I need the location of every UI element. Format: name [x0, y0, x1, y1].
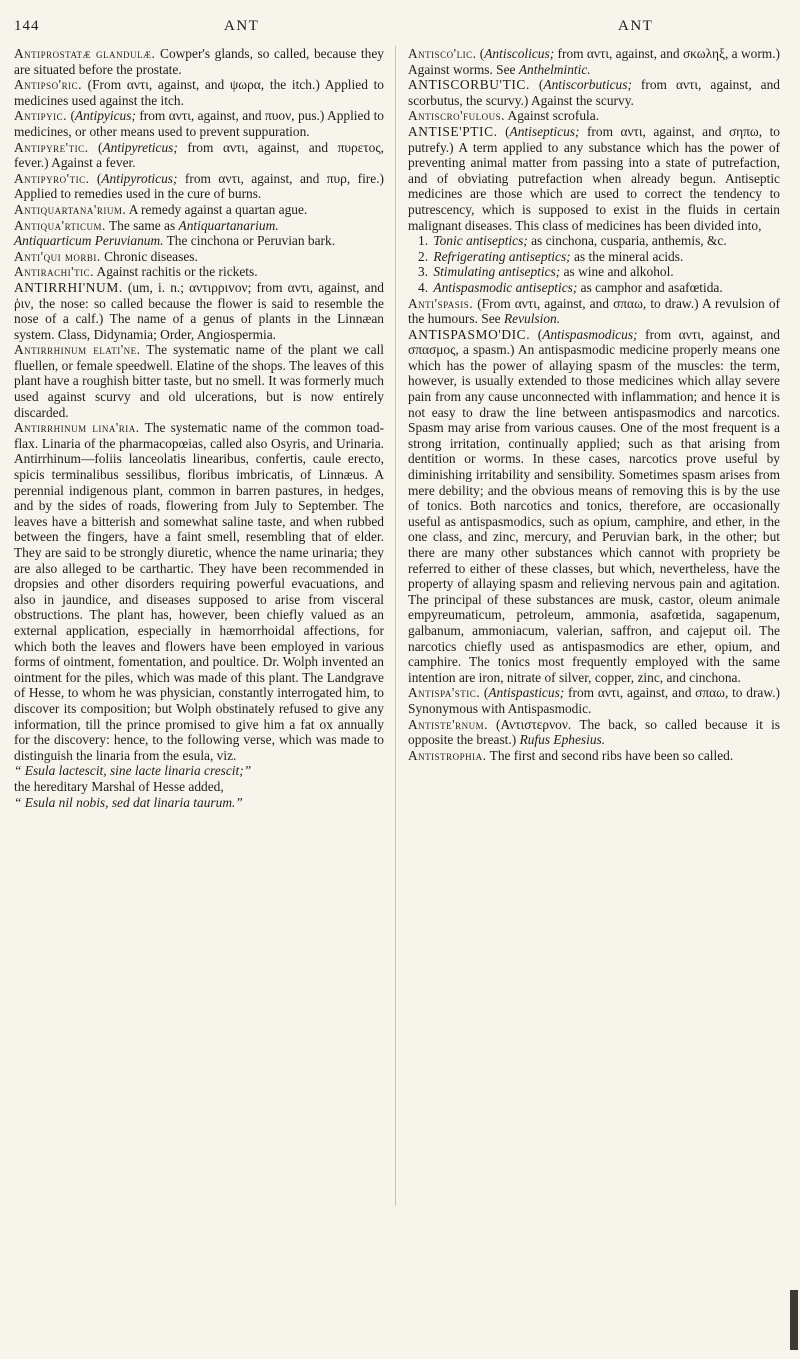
entry-text: The cinchona or Peruvian bark.: [163, 233, 336, 249]
entry-number: 3.: [418, 264, 432, 280]
headword: Anti'spasis.: [408, 295, 474, 311]
entry-text: Against rachitis or the rickets.: [93, 264, 258, 280]
subclass-term: Antispasmodic antiseptics;: [433, 279, 578, 295]
latin-term: Antipyreticus;: [102, 139, 178, 155]
dictionary-entry: [14, 233, 384, 249]
cross-reference: Anthelmintic.: [518, 61, 591, 77]
dictionary-entry: [408, 108, 780, 124]
latin-term: Antiscolicus;: [484, 46, 555, 61]
entry-text: (From αντι, against, and ψωρα, the itch.) Applied to medicines used against the itch.: [14, 77, 384, 108]
entry-text: as camphor and asafœtida.: [577, 279, 723, 295]
latin-term: Antiquarticum Peruvianum.: [14, 233, 164, 249]
dictionary-entry: Antipyre'tic. (Antipyreticus; from αντι, against, and πυρετος, fever.) Against a fever.: [14, 139, 385, 171]
entry-text: The systematic name of the common toad-flax. Linaria of the pharmacopœias, called also Osyris, and Urinaria. Antirrhinum—foliis lanceolatis linearibus, confertis, caule erecto, spicis terminalibus sessilibus, floribus imbricatis, of Linnæus. A perennial indigenous plant, common in barren pastures, in hedges, and by the sides of roads, flowering from July to September. The leaves have a bitterish and somewhat saline taste, and when rubbed between the fingers, have a faint smell, resembling that of elder. They are said to be strongly diuretic, whence the name urinaria; they are also alleged to be carthartic. They have been recommended in dropsies and other disorders requiring powerful evacuations, and also in jaundice, and diseases supposed to arise from visceral obstructions. The plant has, however, been chiefly valued as an external application, especially in hæmorrhoidal affections, for which both the leaves and flowers have been employed in various forms of ointment, fomentation, and poultice. Dr. Wolph invented an ointment for the piles, which was made of this plant. The Landgrave of Hesse, to whom he was physician, constantly interrogated him, to discover its composition; but Wolph obstinately refused to give any information, till the prince promised to give him a fat ox annually for the discovery: hence, to the following verse, which was made to distinguish the linaria from the esula, viz.: [14, 420, 384, 763]
headword: Antirachi'tic.: [14, 264, 94, 280]
subclass-term: Stimulating antiseptics;: [433, 264, 561, 280]
quotation: “ Esula nil nobis, sed dat linaria taurum.”: [14, 794, 243, 810]
dictionary-entry: ANTISE'PTIC. (Antisepticus; from αντι, against, and σηπω, to putrefy.) A term applied to any substance which has the power of preventing animal matter from passing into a state of putrefaction, and of obviating putrefaction when already begun. Antiseptic medicines are those which are used to correct the tendency to putrescency, which is supposed to exist in the fluids in certain malignant diseases. This class of medicines has been divided into,: [408, 123, 780, 233]
headword: Antipyre'tic.: [14, 139, 89, 155]
dictionary-entry: ANTISCORBU'TIC. (Antiscorbuticus; from αντι, against, and scorbutus, the scurvy.) Against the scurvy.: [408, 77, 781, 108]
dictionary-entry: [14, 202, 384, 218]
headword: ANTISPASMO'DIC.: [408, 326, 531, 342]
headword: Antiqua'rticum.: [14, 217, 106, 233]
cross-reference: Rufus Ephesius.: [519, 732, 606, 748]
latin-term: Antipyicus;: [74, 108, 136, 124]
dictionary-entry: [14, 280, 384, 342]
entry-number: 1.: [418, 233, 432, 249]
dictionary-entry: Antisco'lic. (Antiscolicus; from αντι, against, and σκωληξ, a worm.) Against worms. See Anthelmintic.: [408, 46, 780, 77]
subclass-term: Refrigerating antiseptics;: [433, 248, 571, 264]
latin-term: Antipyroticus;: [101, 170, 178, 186]
entry-text: from αντι, against, and σκωληξ, a worm.) Against worms. See: [408, 46, 780, 77]
dictionary-entry: [418, 249, 780, 265]
dictionary-entry: [14, 763, 384, 779]
headword: Antiscro'fulous.: [408, 108, 505, 124]
latin-term: Antispasticus;: [488, 685, 565, 701]
dictionary-entry: [418, 280, 780, 296]
latin-term: Antisepticus;: [509, 123, 580, 139]
cross-reference: Antiquartanarium.: [178, 217, 279, 233]
dictionary-entry: [408, 296, 780, 327]
dictionary-entry: [418, 264, 780, 280]
entry-number: 4.: [418, 279, 432, 295]
latin-term: Antispasmodicus;: [542, 326, 638, 342]
headword: Antipyic.: [14, 108, 68, 124]
entry-text: from αντι, against, and πυρ, fire.) Applied to remedies used in the cure of burns.: [14, 170, 384, 202]
right-column: [408, 46, 780, 763]
entry-text: from αντι, against, and πυρετος, fever.) Against a fever.: [14, 139, 385, 171]
entry-number: 2.: [418, 248, 432, 264]
entry-text: as cinchona, cusparia, anthemis, &c.: [527, 233, 727, 249]
headword: Antisco'lic.: [408, 46, 477, 61]
entry-text: from αντι, against, and πυον, pus.) Applied to medicines, or other means used to prevent suppuration.: [14, 108, 384, 139]
entry-text: from αντι, against, and σπαω, to draw.) Synonymous with Antispasmodic.: [408, 685, 780, 716]
headword: Antipso'ric.: [14, 77, 82, 93]
dictionary-entry: [14, 420, 384, 763]
headword: ANTIRRHI'NUM.: [14, 279, 123, 295]
entry-text: The same as: [105, 217, 179, 233]
left-column: [14, 46, 384, 810]
page-number: 144: [14, 18, 40, 34]
headword: Antistrophia.: [408, 747, 487, 763]
entry-text: A remedy against a quartan ague.: [126, 201, 308, 217]
dictionary-entry: Antispa'stic. (Antispasticus; from αντι, against, and σπαω, to draw.) Synonymous with Antispasmodic.: [408, 685, 780, 716]
dictionary-entry: [14, 46, 384, 77]
headword: Antiquartana'rium.: [14, 201, 127, 217]
page-header: [14, 18, 780, 42]
running-head-left: ANT: [224, 18, 260, 34]
entry-text: from αντι, against, and σπασμος, a spasm.) An antispasmodic medicine properly means one which has the power of allaying spasm of the muscles: the term, however, is usually extended to those medicines which allay severe pain from any cause unconnected with inflammation; and hence it is not easy to draw the line between antispasmodics and narcotics. Spasm may arise from various causes. One of the most frequent is a strong irritation, continually applied; such as that arising from dentition or worms. In these cases, narcotics prove useful by diminishing irritability and sensibility. Sometimes spasm arises from mere debility; and the obvious means of removing this is by the use of tonics. Both narcotics and tonics, therefore, are occasionally useful as antispasmodics, such as opium, camphire, and ether, in the one class, and zinc, mercury, and Peruvian bark, in the other; but there are many other substances which cannot with propriety be referred to either of these classes, but which, nevertheless, have the property of allaying spasm and relieving nervous pain and agitation. The principal of these substances are musk, castor, oleum animale empyreumaticum, petroleum, ammonia, asafœtida, sagapenum, galbanum, ammoniacum, valerian, saffron, and cajeput oil. The narcotics chiefly used as antispasmodics are ether, opium, and camphire. The tonics most frequently employed with the same intention are iron, nitrate of silver, copper, zinc, and cinchona.: [408, 326, 781, 685]
headword: Anti'qui morbi.: [14, 248, 101, 264]
running-head-right: ANT: [618, 18, 654, 34]
headword: Antirrhinum elati'ne.: [14, 342, 141, 358]
headword: Antiprostatæ glandulæ.: [14, 46, 156, 61]
headword: Antiste'rnum.: [408, 716, 488, 732]
entry-text: Cowper's glands, so called, because they are situated before the prostate.: [14, 46, 384, 77]
entry-text: (From αντι, against, and σπαω, to draw.) A revulsion of the humours. See: [408, 295, 780, 327]
entry-text: The systematic name of the plant we call fluellen, or female speedwell. Elatine of the shops. The leaves of this plant have a roughish bitter taste, but no smell. It was formerly much used against scurvy and old ulcerations, but is now entirely discarded.: [14, 342, 385, 420]
headword: ANTISE'PTIC.: [408, 123, 498, 139]
entry-text: from αντι, against, and scorbutus, the scurvy.) Against the scurvy.: [408, 77, 781, 108]
entry-text: (Αντιστερνον. The back, so called because it is opposite the breast.): [408, 716, 780, 748]
dictionary-entry: [14, 218, 384, 234]
headword: ANTISCORBU'TIC.: [408, 77, 530, 93]
dictionary-entry: [14, 249, 384, 265]
quotation: “ Esula lactescit, sine lacte linaria crescit;”: [14, 763, 252, 779]
dictionary-entry: [408, 748, 780, 764]
entry-text: as the mineral acids.: [570, 248, 684, 264]
entry-text: the hereditary Marshal of Hesse added,: [14, 778, 224, 794]
dictionary-entry: [14, 342, 384, 420]
dictionary-entry: ANTISPASMO'DIC. (Antispasmodicus; from αντι, against, and σπασμος, a spasm.) An antispasmodic medicine properly means one which has the power of allaying spasm of the muscles: the term, however, is usually extended to those medicines which allay severe pain from any cause unconnected with inflammation; and hence it is not easy to draw the line between antispasmodics and narcotics. Spasm may arise from various causes. One of the most frequent is a strong irritation, continually applied; such as that arising from dentition or worms. In these cases, narcotics prove useful by diminishing irritability and sensibility. Sometimes spasm arises from mere debility; and the obvious means of removing this is by the use of tonics. Both narcotics and tonics, therefore, are occasionally useful as antispasmodics, such as opium, camphire, and ether, in the one class, and zinc, mercury, and Peruvian bark, in the other; but there are many other substances which cannot with propriety be referred to either of these classes, but which, nevertheless, have the property of allaying spasm and relieving nervous pain and agitation. The principal of these substances are musk, castor, oleum animale empyreumaticum, petroleum, ammonia, asafœtida, sagapenum, galbanum, ammoniacum, valerian, saffron, and cajeput oil. The narcotics chiefly used as antispasmodics are ether, opium, and camphire. The tonics most frequently employed with the same intention are iron, nitrate of silver, copper, zinc, and cinchona.: [408, 326, 781, 685]
dictionary-entry: [418, 233, 780, 249]
entry-text: Against scrofula.: [504, 108, 600, 124]
page-edge-mark: [790, 1290, 798, 1350]
dictionary-entry: Antipyic. (Antipyicus; from αντι, against, and πυον, pus.) Applied to medicines, or other means used to prevent suppuration.: [14, 108, 384, 139]
entry-text: The first and second ribs have been so called.: [486, 747, 734, 763]
entry-text: as wine and alkohol.: [560, 264, 674, 280]
dictionary-entry: [14, 795, 384, 811]
cross-reference: Revulsion.: [503, 311, 561, 327]
headword: Antipyro'tic.: [14, 170, 90, 186]
dictionary-entry: [14, 77, 384, 108]
entry-text: (um, i. n.; αντιρριvον; from αντι, against, and ῥιν, the nose: so called because the flower is said to resemble the nose of a calf.) The name of a genus of plants in the Linnæan system. Class, Didynamia; Order, Angiospermia.: [14, 279, 384, 342]
latin-term: Antiscorbuticus;: [543, 77, 632, 93]
dictionary-entry: Antipyro'tic. (Antipyroticus; from αντι, against, and πυρ, fire.) Applied to remedies used in the cure of burns.: [14, 170, 384, 202]
entry-text: Chronic diseases.: [100, 248, 198, 264]
subclass-term: Tonic antiseptics;: [433, 233, 528, 249]
entry-text: from αντι, against, and σηπω, to putrefy.) A term applied to any substance which has the power of preventing animal matter from passing into a state of putrefaction, and of obviating putrefaction when already begun. Antiseptic medicines are those which are used to correct the tendency to putrescency, which is supposed to exist in the fluids in certain malignant diseases. This class of medicines has been divided into,: [408, 123, 780, 233]
column-divider: [395, 46, 396, 1206]
headword: Antispa'stic.: [408, 685, 481, 701]
dictionary-entry: [14, 264, 384, 280]
headword: Antirrhinum lina'ria.: [14, 420, 140, 436]
dictionary-entry: [408, 717, 780, 748]
dictionary-entry: [14, 779, 384, 795]
